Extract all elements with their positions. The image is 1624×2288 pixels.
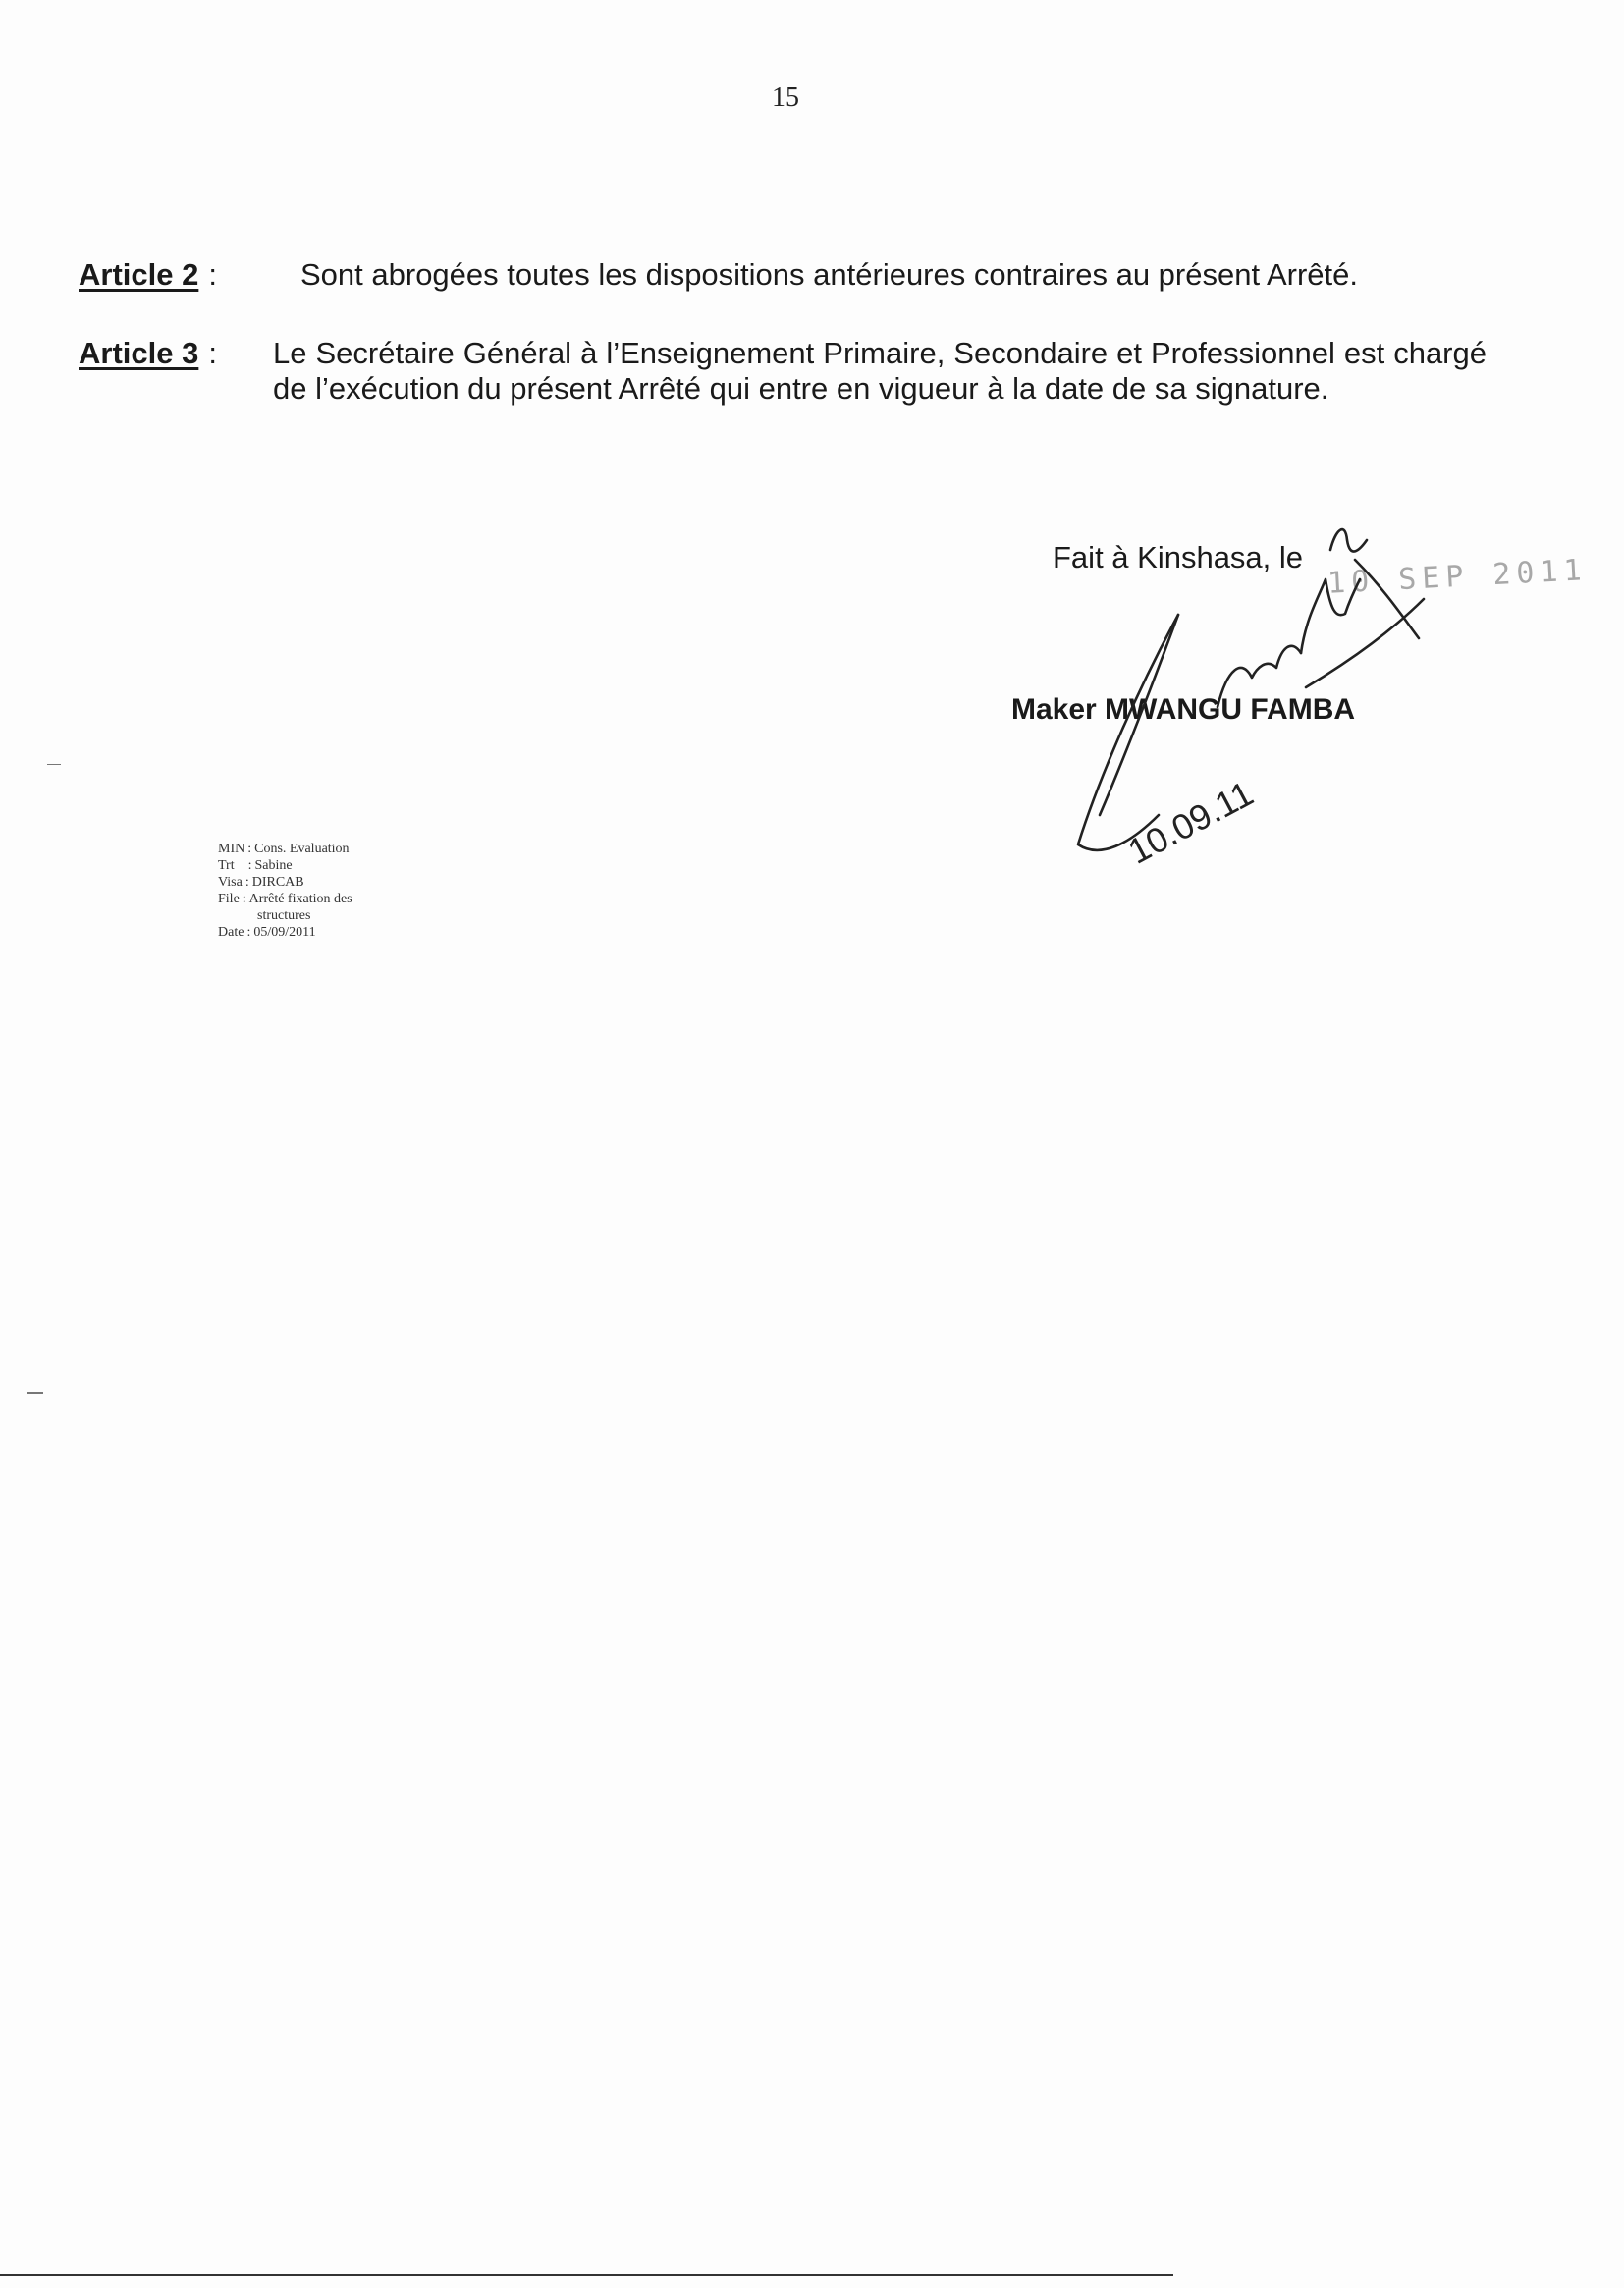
ref-row-file-cont: structures xyxy=(257,908,311,923)
handwritten-signature xyxy=(1060,520,1434,894)
place-date: Fait à Kinshasa, le xyxy=(1053,540,1304,574)
scan-mark-top xyxy=(47,764,61,765)
article-2-colon: : xyxy=(208,257,217,292)
signatory-name: Maker MWANGU FAMBA xyxy=(1011,693,1356,726)
reference-block xyxy=(218,841,352,941)
article-3-label xyxy=(79,336,217,371)
article-3-colon: : xyxy=(208,336,217,370)
article-2-label-text: Article 2 xyxy=(79,257,199,292)
ref-row-date: Date : 05/09/2011 xyxy=(218,925,316,940)
ref-row-visa: Visa : DIRCAB xyxy=(218,875,304,890)
ref-row-trt: Trt : Sabine xyxy=(218,858,293,873)
article-2 xyxy=(79,257,1502,297)
scan-mark-middle xyxy=(27,1392,43,1394)
ref-row-file: File : Arrêté fixation des xyxy=(218,892,352,906)
date-stamp: 10 SEP 2011 xyxy=(1326,553,1589,601)
article-3-label-text: Article 3 xyxy=(79,336,199,370)
article-3 xyxy=(79,336,1502,454)
article-2-label xyxy=(79,257,217,293)
handwritten-date: 10.09.11 xyxy=(1121,772,1260,872)
article-2-text: Sont abrogées toutes les dispositions antérieures contraires au présent Arrêté. xyxy=(300,257,1359,292)
ref-row-min: MIN : Cons. Evaluation xyxy=(218,842,350,856)
bottom-rule xyxy=(0,2274,1173,2276)
page-number: 15 xyxy=(772,82,799,113)
article-3-text: Le Secrétaire Général à l’Enseignement Primaire, Secondaire et Professionnel est chargé de l’exécution du présent Arrêté qui entre en vigueur à la date de sa signature. xyxy=(273,336,1487,406)
